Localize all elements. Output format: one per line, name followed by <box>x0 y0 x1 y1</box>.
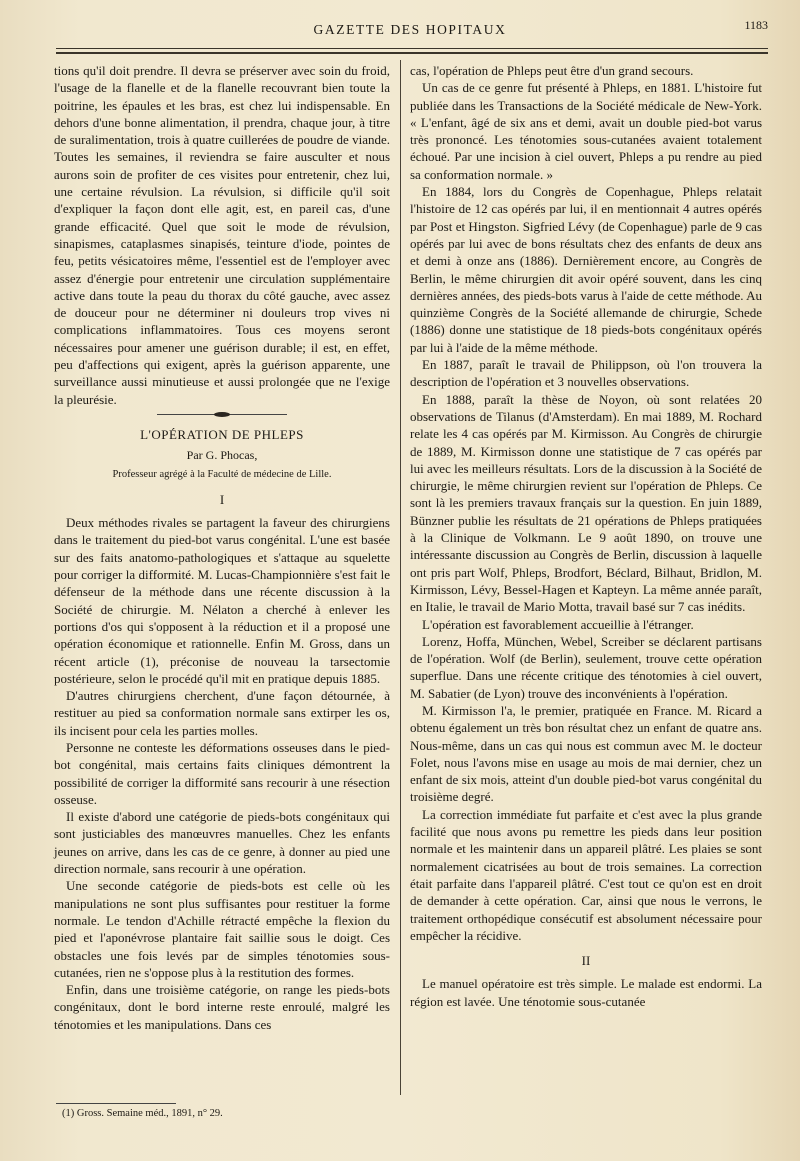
paragraph: Un cas de ce genre fut présenté à Phleps, en 1881. L'histoire fut publiée dans les Transactions de la Société médicale de New-York. « L'enfant, âgé de six ans et demi, avait un double pied-bot varus très prononcé. Les ténotomies sous-cutanées avaient totalement échoué. Par une incision à ciel ouvert, Phleps a pu rendre au pied sa conformation normale. » <box>410 80 762 182</box>
right-column <box>410 62 762 1010</box>
paragraph: Une seconde catégorie de pieds-bots est celle où les manipulations ne sont plus suffisantes pour restituer la forme normale. Le tendon d'Achille rétracté empêche la flexion du pied et l'aponévrose plantaire fait saillie sous le doigt. Ces obstacles une fois levés par de simples ténotomies sous-cutanées, rien ne s'oppose plus à la restitution des formes. <box>54 878 390 980</box>
page-number: 1183 <box>744 18 768 32</box>
paragraph: tions qu'il doit prendre. Il devra se préserver avec soin du froid, l'usage de la flanelle et de la flanelle recouvrant bien toute la poitrine, les épaules et les bras, est chez lui indispensable. En dehors d'une bonne alimentation, il prendra, chaque jour, à titre de suralimentation, trois à quatre cuillerées de poudre de viande. Toutes les semaines, il reviendra se faire ausculter et nous aurons soin de profiter de ces visites pour entretenir, chez lui, une certaine révulsion. La révulsion, si difficile qu'il soit d'expliquer la façon dont elle agit, est, en pareil cas, d'une grande efficacité. Quel que soit le mode de révulsion, sinapismes, cataplasmes sinapisés, teinture d'iode, pointes de feu, petits vésicatoires même, l'essentiel est de l'employer avec assez d'énergie pour entretenir une circulation supplémentaire active dans toute la peau du thorax du côté gauche, avec assez de douceur pour ne déterminer ni douleurs trop vives ni complications inflammatoires. Tous ces moyens seront nécessaires pour amener une guérison durable; il est, en effet, peu d'affections qui exigent, après la guérison apparente, une surveillance aussi minutieuse et aussi prolongée que ne l'exige la pleurésie. <box>54 63 390 407</box>
header-rule-thick <box>56 52 768 54</box>
running-head <box>40 18 780 44</box>
paragraph: L'opération est favorablement accueillie à l'étranger. <box>422 616 694 632</box>
paragraph: Il existe d'abord une catégorie de pieds-bots congénitaux qui sont justiciables des manœuvres manuelles. Chez les enfants jeunes on arrive, dans les cas de ce genre, à donner au pied une direction normale, sans recourir à une opération. <box>54 809 390 877</box>
paragraph: Personne ne conteste les déformations osseuses dans le pied-bot congénital, mais certains faits cliniques démontrent la possibilité de corriger la difformité sans recourir à une résection osseuse. <box>54 739 390 807</box>
column-divider <box>400 60 401 1095</box>
paragraph: La correction immédiate fut parfaite et c'est avec la plus grande facilité que nous avons pu remettre les pieds dans leur position normale et les maintenir dans un appareil plâtré. Les plaies se sont normalement cicatrisées au bout de trois semaines. La correction était parfaite dans l'appareil plâtré. C'est tout ce qu'on est en droit de demander à cette opération. Car, ainsi que nous le verrons, le traitement orthopédique consécutif est absolument nécessaire pour empêcher la récidive. <box>410 806 762 943</box>
paragraph: Lorenz, Hoffa, München, Webel, Screiber se déclarent partisans de l'opération. Wolf (de Berlin), seulement, trouve cette opération superflue. Dans une récente critique des ténotomies à ciel ouvert, M. Sabatier (de Lyon) trouve des inconvénients à l'opération. <box>410 633 762 701</box>
footnote: (1) Gross. Semaine méd., 1891, n° 29. <box>62 1108 223 1119</box>
section-number: II <box>581 953 591 969</box>
left-column <box>54 62 390 1033</box>
article-byline: Par G. Phocas, <box>186 448 258 463</box>
paragraph: Le manuel opératoire est très simple. Le malade est endormi. La région est lavée. Une ténotomie sous-cutanée <box>410 976 762 1009</box>
paragraph: En 1887, paraît le travail de Philippson, où l'on trouvera la description de l'opération et 3 nouvelles observations. <box>410 357 762 390</box>
section-ornament <box>157 412 287 418</box>
paragraph: En 1888, paraît la thèse de Noyon, où sont relatées 20 observations de Tilanus (d'Amsterdam). En mai 1889, M. Rochard relate les 4 cas opérés par M. Kirmisson. Au Congrès de chirurgie de 1889, M. Kirmisson donne une statistique de 7 cas opérés par lui avec les meilleurs résultats. Lors de la discussion à la Société de chirurgie, le même chirurgien revient sur l'opération de Phleps. Ce sont là les premiers travaux français sur la question. En juin 1889, Bünzner publie les résultats de 21 opérations de Phleps pratiquées à la Clinique de Volkmann. Le 9 août 1890, on trouve une intéressante discussion au Congrès de Berlin, discussion à laquelle ont pris part Wolf, Phleps, Brodfort, Béclard, Bilhaut, Bridlon, M. Kirmisson, Lévy, Bessel-Hagen et Kapteyn. La même année paraît, en Italie, le travail de Mario Motta, travail basé sur 7 cas inédits. <box>410 391 762 615</box>
header-rule <box>56 48 768 49</box>
paragraph: M. Kirmisson l'a, le premier, pratiquée en France. M. Ricard a obtenu également un très bon résultat chez un enfant de quatre ans. Nous-même, dans un cas qui nous est commun avec M. le docteur Folet, nous l'avons mise en usage au mois de mai dernier, chez un enfant de six mois, atteint d'un double pied-bot varus congénital du troisième degré. <box>410 702 762 805</box>
publication-title: GAZETTE DES HOPITAUX <box>313 22 507 37</box>
section-number: I <box>219 491 225 507</box>
paragraph: cas, l'opération de Phleps peut être d'un grand secours. <box>410 63 694 78</box>
paragraph: D'autres chirurgiens cherchent, d'une façon détournée, à restituer au pied sa conformation normale sans extirper les os, ils incisent pour cela les parties molles. <box>54 688 390 738</box>
footnote-rule <box>56 1103 176 1104</box>
paragraph: Deux méthodes rivales se partagent la faveur des chirurgiens dans le traitement du pied-bot varus congénital. L'une est basée sur des faits anatomo-pathologiques et s'attaque au squelette pour corriger la difformité. M. Lucas-Championnière s'est fait le défenseur de la méthode dans une récente discussion à la Société de chirurgie. M. Nélaton a cherché à enlever les portions d'os qui s'opposent à la réduction et il a proposé une opération économique et rationnelle. Enfin M. Gross, dans un récent article (1), préconise de nouveau la tarsectomie postérieure, selon le procédé qu'il mit en pratique depuis 1885. <box>54 515 390 686</box>
paragraph: En 1884, lors du Congrès de Copenhague, Phleps relatait l'histoire de 12 cas opérés par lui, il en mentionnait 4 autres opérés par Post et Hingston. Sigfried Lévy (de Copenhague) parle de 9 cas opérés par lui avec de bons résultats chez des enfants de deux ans et demi à onze ans (1886). Dernièrement encore, au Congrès de Berlin, le même chirurgien dit avoir opéré souvent, dans les cinq dernières années, des pieds-bots varus à l'aide de cette méthode. Au quinzième Congrès de la Société allemande de chirurgie, Schede (1886) donne une statistique de 18 pieds-bots congénitaux opérés par lui à l'aide de la même méthode. <box>410 184 762 355</box>
article-title: L'OPÉRATION DE PHLEPS <box>140 426 304 442</box>
paragraph: Enfin, dans une troisième catégorie, on range les pieds-bots congénitaux, dont le bord interne reste enroulé, malgré les ténotomies et les manipulations. Dans ces <box>54 982 390 1032</box>
author-affiliation: Professeur agrégé à la Faculté de médecine de Lille. <box>112 468 332 480</box>
